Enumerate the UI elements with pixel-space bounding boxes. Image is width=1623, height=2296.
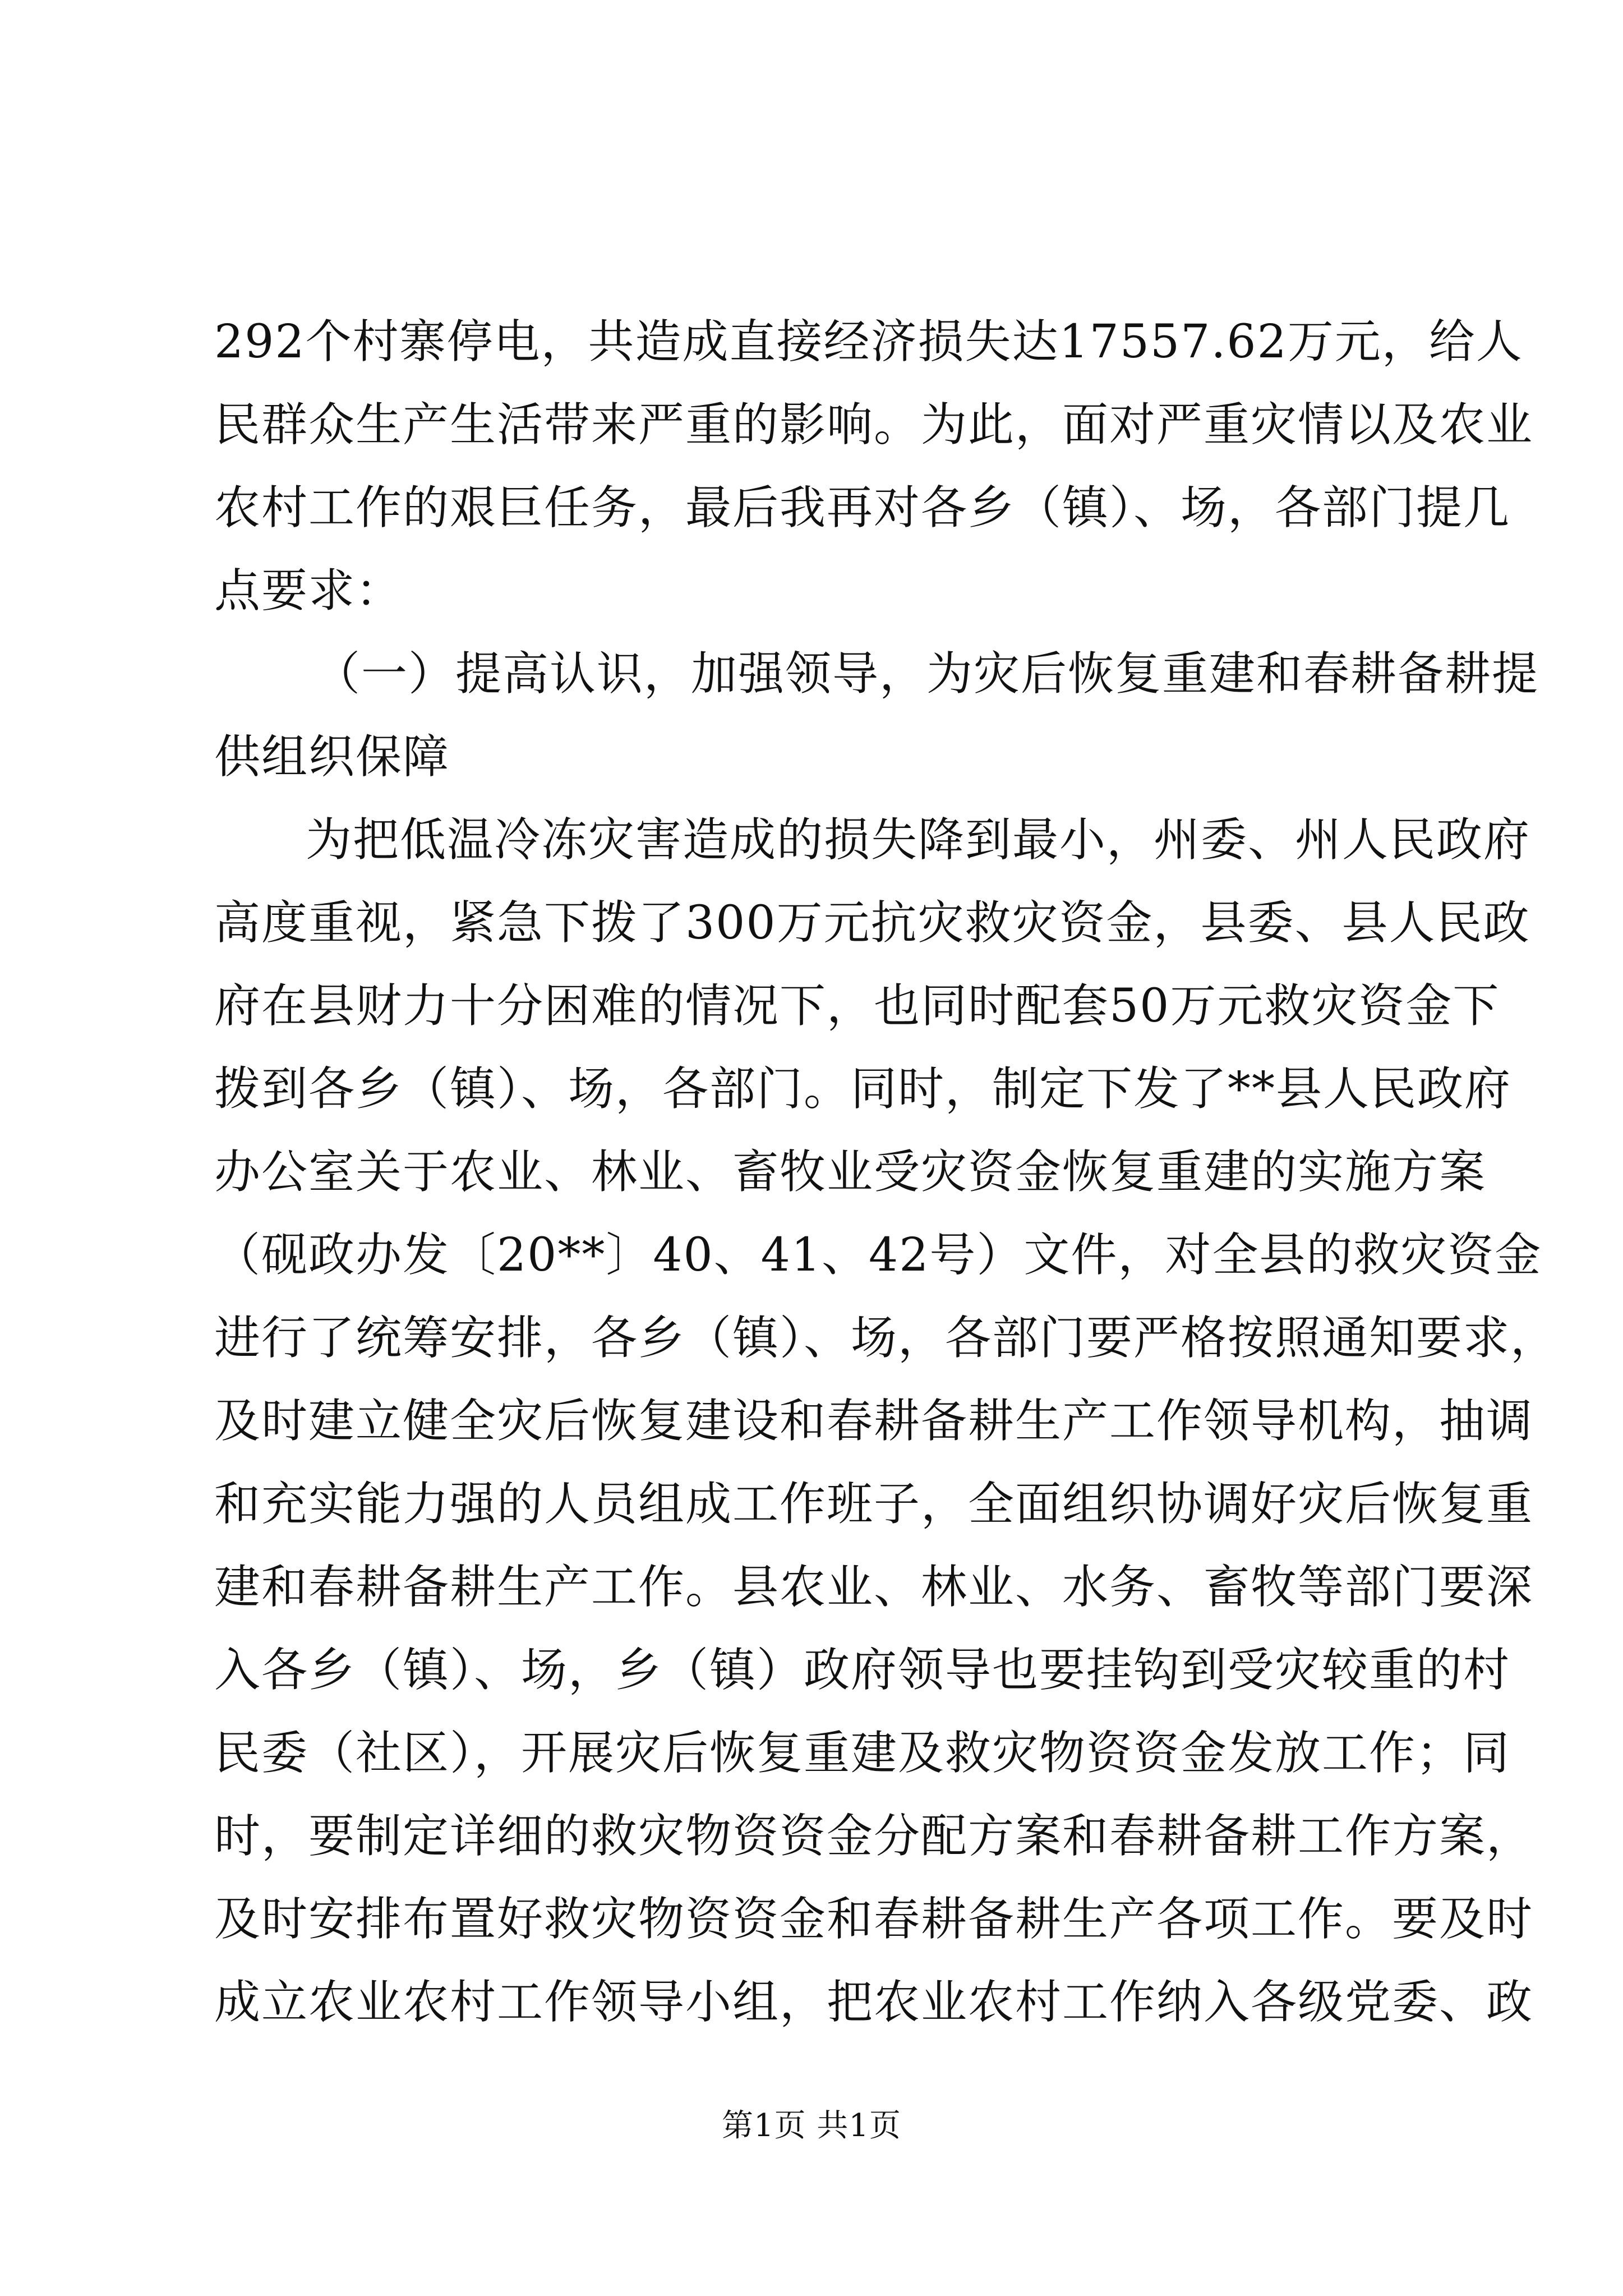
body-text-line: 入各乡（镇）、场，乡（镇）政府领导也要挂钩到受灾较重的村 [214,1644,1511,1697]
body-text-line: 府在县财力十分困难的情况下，也同时配套50万元救灾资金下 [214,979,1500,1033]
body-text-line: 拨到各乡（镇）、场，各部门。同时，制定下发了**县人民政府 [214,1062,1512,1116]
body-text-line: 成立农业农村工作领导小组，把农业农村工作纳入各级党委、政 [214,1976,1534,2029]
body-text-line: 及时安排布置好救灾物资资金和春耕备耕生产各项工作。要及时 [214,1893,1534,1946]
body-text-line: 点要求： [214,564,403,618]
body-text-line: 和充实能力强的人员组成工作班子，全面组织协调好灾后恢复重 [214,1478,1534,1531]
body-text-line: 农村工作的艰巨任务，最后我再对各乡（镇）、场，各部门提几 [214,481,1511,535]
body-text-line: （砚政办发〔20**〕40、41、42号）文件，对全县的救灾资金 [214,1228,1542,1282]
body-text-line: 及时建立健全灾后恢复建设和春耕备耕生产工作领导机构，抽调 [214,1395,1534,1448]
body-text-line: 进行了统筹安排，各乡（镇）、场，各部门要严格按照通知要求， [214,1312,1558,1365]
body-text-line: 民委（社区），开展灾后恢复重建及救灾物资资金发放工作；同 [214,1727,1511,1780]
body-text-line: 民群众生产生活带来严重的影响。为此，面对严重灾情以及农业 [214,398,1534,452]
body-text-line: 高度重视，紧急下拨了300万元抗灾救灾资金，县委、县人民政 [214,896,1530,950]
body-text-line: 建和春耕备耕生产工作。县农业、林业、水务、畜牧等部门要深 [214,1561,1534,1614]
body-text-line: 时，要制定详细的救灾物资资金分配方案和春耕备耕工作方案， [214,1810,1534,1863]
body-text-line: 办公室关于农业、林业、畜牧业受灾资金恢复重建的实施方案 [214,1145,1487,1199]
section-heading-continued: 供组织保障 [214,730,450,784]
page-footer: 第1页 共1页 [721,2108,902,2144]
body-text-line: 为把低温冷冻灾害造成的损失降到最小，州委、州人民政府 [306,813,1531,867]
section-heading: （一）提高认识，加强领导，为灾后恢复重建和春耕备耕提 [314,647,1539,701]
body-text-line: 292个村寨停电，共造成直接经济损失达17557.62万元，给人 [214,315,1523,369]
